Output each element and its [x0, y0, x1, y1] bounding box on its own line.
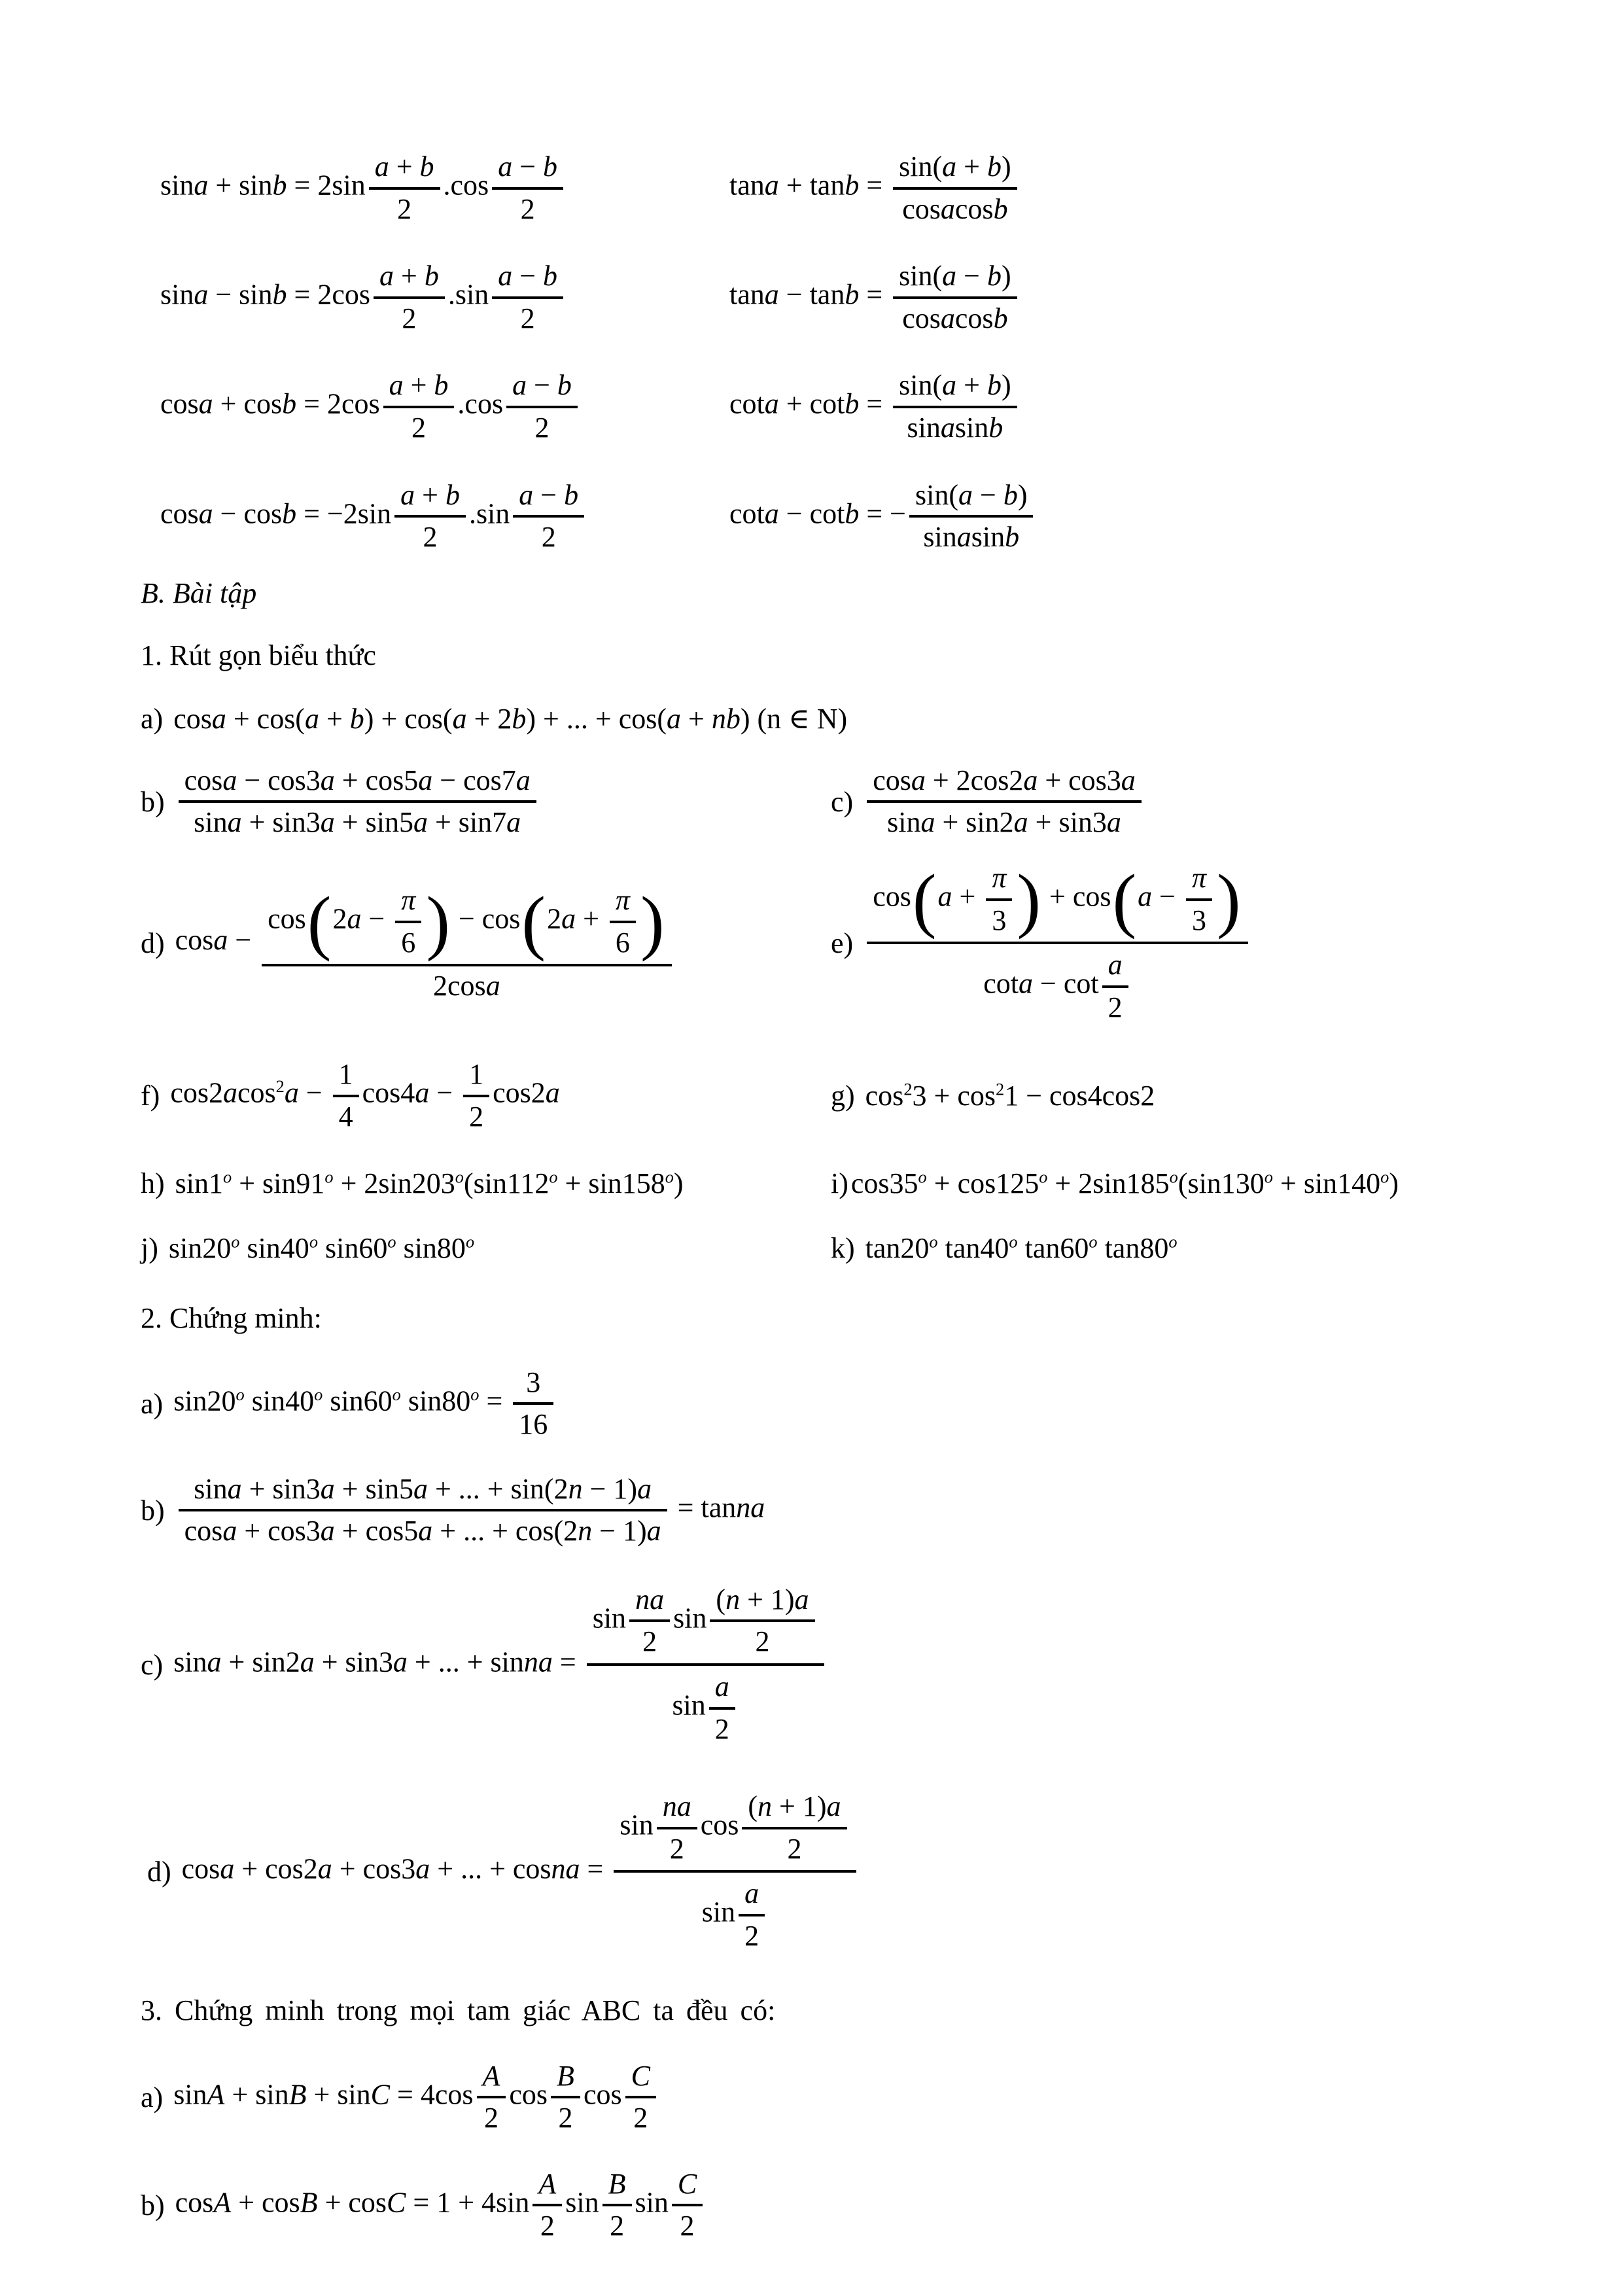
ex1-item-b-label: b) — [141, 785, 165, 818]
ex1-item-b — [141, 763, 831, 841]
ex1-item-a — [141, 701, 1538, 737]
ex1-item-f-label: f) — [141, 1080, 160, 1112]
ex1-item-e — [831, 859, 1538, 1027]
ex3-item-a-label: a) — [141, 2081, 164, 2113]
ex1-item-c-math: $\frac{\cos a + 2\cos 2a + \cos 3a}{\sin a + \sin 2a + \sin 3a}$ — [864, 763, 1145, 841]
ex1-item-k — [831, 1230, 1538, 1266]
ex1-item-g-math: $\cos^23 + \cos^21 - \cos 4\cos 2$ — [865, 1079, 1155, 1112]
ex1-item-a-label: a) — [141, 702, 164, 735]
ex3-item-b-label: b) — [141, 2189, 165, 2221]
ex1-row-j-k — [141, 1230, 1538, 1266]
ex2-item-c-label: c) — [141, 1648, 164, 1681]
formula-tan-plus-tan: tana + tanb = $\frac{\sin(a + b)}{\text{cosacosb}}$ — [729, 149, 1538, 227]
ex2-item-a-math: sin20$^o$ sin40$^o$ sin60$^o$ $\sin 80^o$ = $\frac{3}{16}$ — [173, 1365, 557, 1443]
ex2-item-d — [147, 1788, 1538, 1955]
formula-sin-plus-sin: sina + sinb = 2sin $\frac{a + b}{2}$ .cos $\frac{a - b}{2}$ — [160, 149, 729, 227]
ex1-item-c-label: c) — [831, 785, 854, 818]
formula-cot-plus-cot: cota + cotb = $\frac{\sin(a + b)}{\text{sinasinb}}$ — [729, 368, 1538, 446]
ex1-row-b-c — [141, 763, 1538, 841]
exercise1-title: 1. Rút gọn biểu thức — [141, 639, 376, 671]
ex1-item-b-math: $\frac{\cos a - \cos 3a + \cos 5a - \cos 7a}{\sin a + \sin 3a + \sin 5a + \sin 7a}$ — [175, 763, 540, 841]
ex1-item-d-label: d) — [141, 927, 165, 959]
ex1-item-e-label: e) — [831, 927, 854, 959]
ex3-item-a-math: sinA + sinB + sinC = 4cos $\frac{A}{2}$ cos $\frac{B}{2}$ cos $\frac{C}{2}$ — [173, 2058, 659, 2136]
ex2-item-b-math: $\frac{\sin a + \sin 3a + \sin 5a + ... + \sin(2n - 1)a}{\cos a + \cos 3a + \cos 5a + ... + \cos(2n - 1)a}$ = tanna — [175, 1472, 765, 1549]
ex1-item-h-math: $\sin 1^o + \sin 91^o + 2\sin 203^o(\sin 112^o + \sin 158^o)$ — [175, 1166, 684, 1199]
exercise2-title: 2. Chứng minh: — [141, 1301, 322, 1334]
ex3-item-a — [141, 2058, 1538, 2136]
ex1-item-h — [141, 1165, 831, 1201]
ex1-row-d-e — [141, 859, 1538, 1027]
ex2-item-a-label: a) — [141, 1387, 164, 1420]
ex2-item-d-math: cosa + cos2a + cos3a + ... + cosna = sin $\frac{na}{2}$ cos $\frac{(n + 1)a}{2}$ sin $\frac{a}{2}$ — [182, 1788, 860, 1955]
ex1-item-i-label: i) — [831, 1167, 848, 1199]
ex1-item-i-math: $\cos 35^o + \cos 125^o + 2\sin 185^o(\sin 130^o + \sin 140^o)$ — [850, 1166, 1399, 1199]
ex3-item-b-math: cosA + cosB + cosC = 1 + 4sin $\frac{A}{2}$ sin $\frac{B}{2}$ sin $\frac{C}{2}$ — [175, 2166, 707, 2244]
ex1-item-a-math: cosa + cos(a + b) + cos(a + 2b) + ... + cos(a + nb) (n ∈ N) — [173, 702, 848, 735]
ex1-item-k-math: tan20$^o$ tan40$^o$ tan60$^o$ tan80$^o$ — [865, 1231, 1178, 1264]
ex2-item-c — [141, 1581, 1538, 1748]
ex2-item-a — [141, 1365, 1538, 1443]
formula-cot-minus-cot: cota − cotb = − $\frac{\sin(a - b)}{\text{sinasinb}}$ — [729, 478, 1538, 556]
ex1-item-g-label: g) — [831, 1080, 855, 1112]
ex1-item-k-label: k) — [831, 1231, 855, 1264]
sum-to-product-formula-table — [160, 149, 1538, 556]
section-b-title: B. Bài tập — [141, 576, 257, 609]
ex1-row-h-i — [141, 1165, 1538, 1201]
ex1-item-j — [141, 1230, 831, 1266]
ex1-item-e-math: cos ( a + $\frac{\pi}{3}$ ) + cos ( a − $\frac{\pi}{3}$ ) cota − cot $\frac{a}{2}$ — [864, 859, 1251, 1027]
ex1-item-h-label: h) — [141, 1167, 165, 1199]
ex1-item-i — [831, 1165, 1538, 1201]
ex1-item-f-math: cos2acos$^2$a − $\frac{1}{4}$ cos4a − $\frac{1}{2}$ cos2a — [170, 1058, 560, 1133]
ex1-row-f-g — [141, 1057, 1538, 1135]
ex1-item-c — [831, 763, 1538, 841]
ex2-item-b — [141, 1472, 1538, 1549]
ex1-item-f — [141, 1057, 831, 1135]
formula-sin-minus-sin: sina − sinb = 2cos $\frac{a + b}{2}$ .sin $\frac{a - b}{2}$ — [160, 258, 729, 336]
formula-cos-plus-cos: cosa + cosb = 2cos $\frac{a + b}{2}$ .cos $\frac{a - b}{2}$ — [160, 368, 729, 446]
exercise3-title: 3. Chứng minh trong mọi tam giác ABC ta đều có: — [141, 1994, 776, 2026]
ex2-item-d-label: d) — [147, 1855, 171, 1888]
ex3-item-b — [141, 2166, 1538, 2244]
ex1-item-d — [141, 881, 831, 1004]
ex2-item-c-math: sina + sin2a + sin3a + ... + sinna = sin $\frac{na}{2}$ sin $\frac{(n + 1)a}{2}$ sin $\frac{a}{2}$ — [173, 1581, 827, 1748]
ex1-item-j-label: j) — [141, 1231, 158, 1264]
ex1-item-d-math: cosa − cos ( 2a − $\frac{\pi}{6}$ ) − cos ( 2a + $\frac{\pi}{6}$ ) 2cosa — [175, 881, 675, 1004]
ex1-item-g — [831, 1078, 1538, 1114]
formula-cos-minus-cos: cosa − cosb = −2sin $\frac{a + b}{2}$ .sin $\frac{a - b}{2}$ — [160, 478, 729, 556]
formula-tan-minus-tan: tana − tanb = $\frac{\sin(a - b)}{\text{cosacosb}}$ — [729, 258, 1538, 336]
ex1-item-j-math: sin20$^o$ sin40$^o$ sin60$^o$ sin80$^o$ — [168, 1231, 475, 1264]
ex2-item-b-label: b) — [141, 1494, 165, 1527]
